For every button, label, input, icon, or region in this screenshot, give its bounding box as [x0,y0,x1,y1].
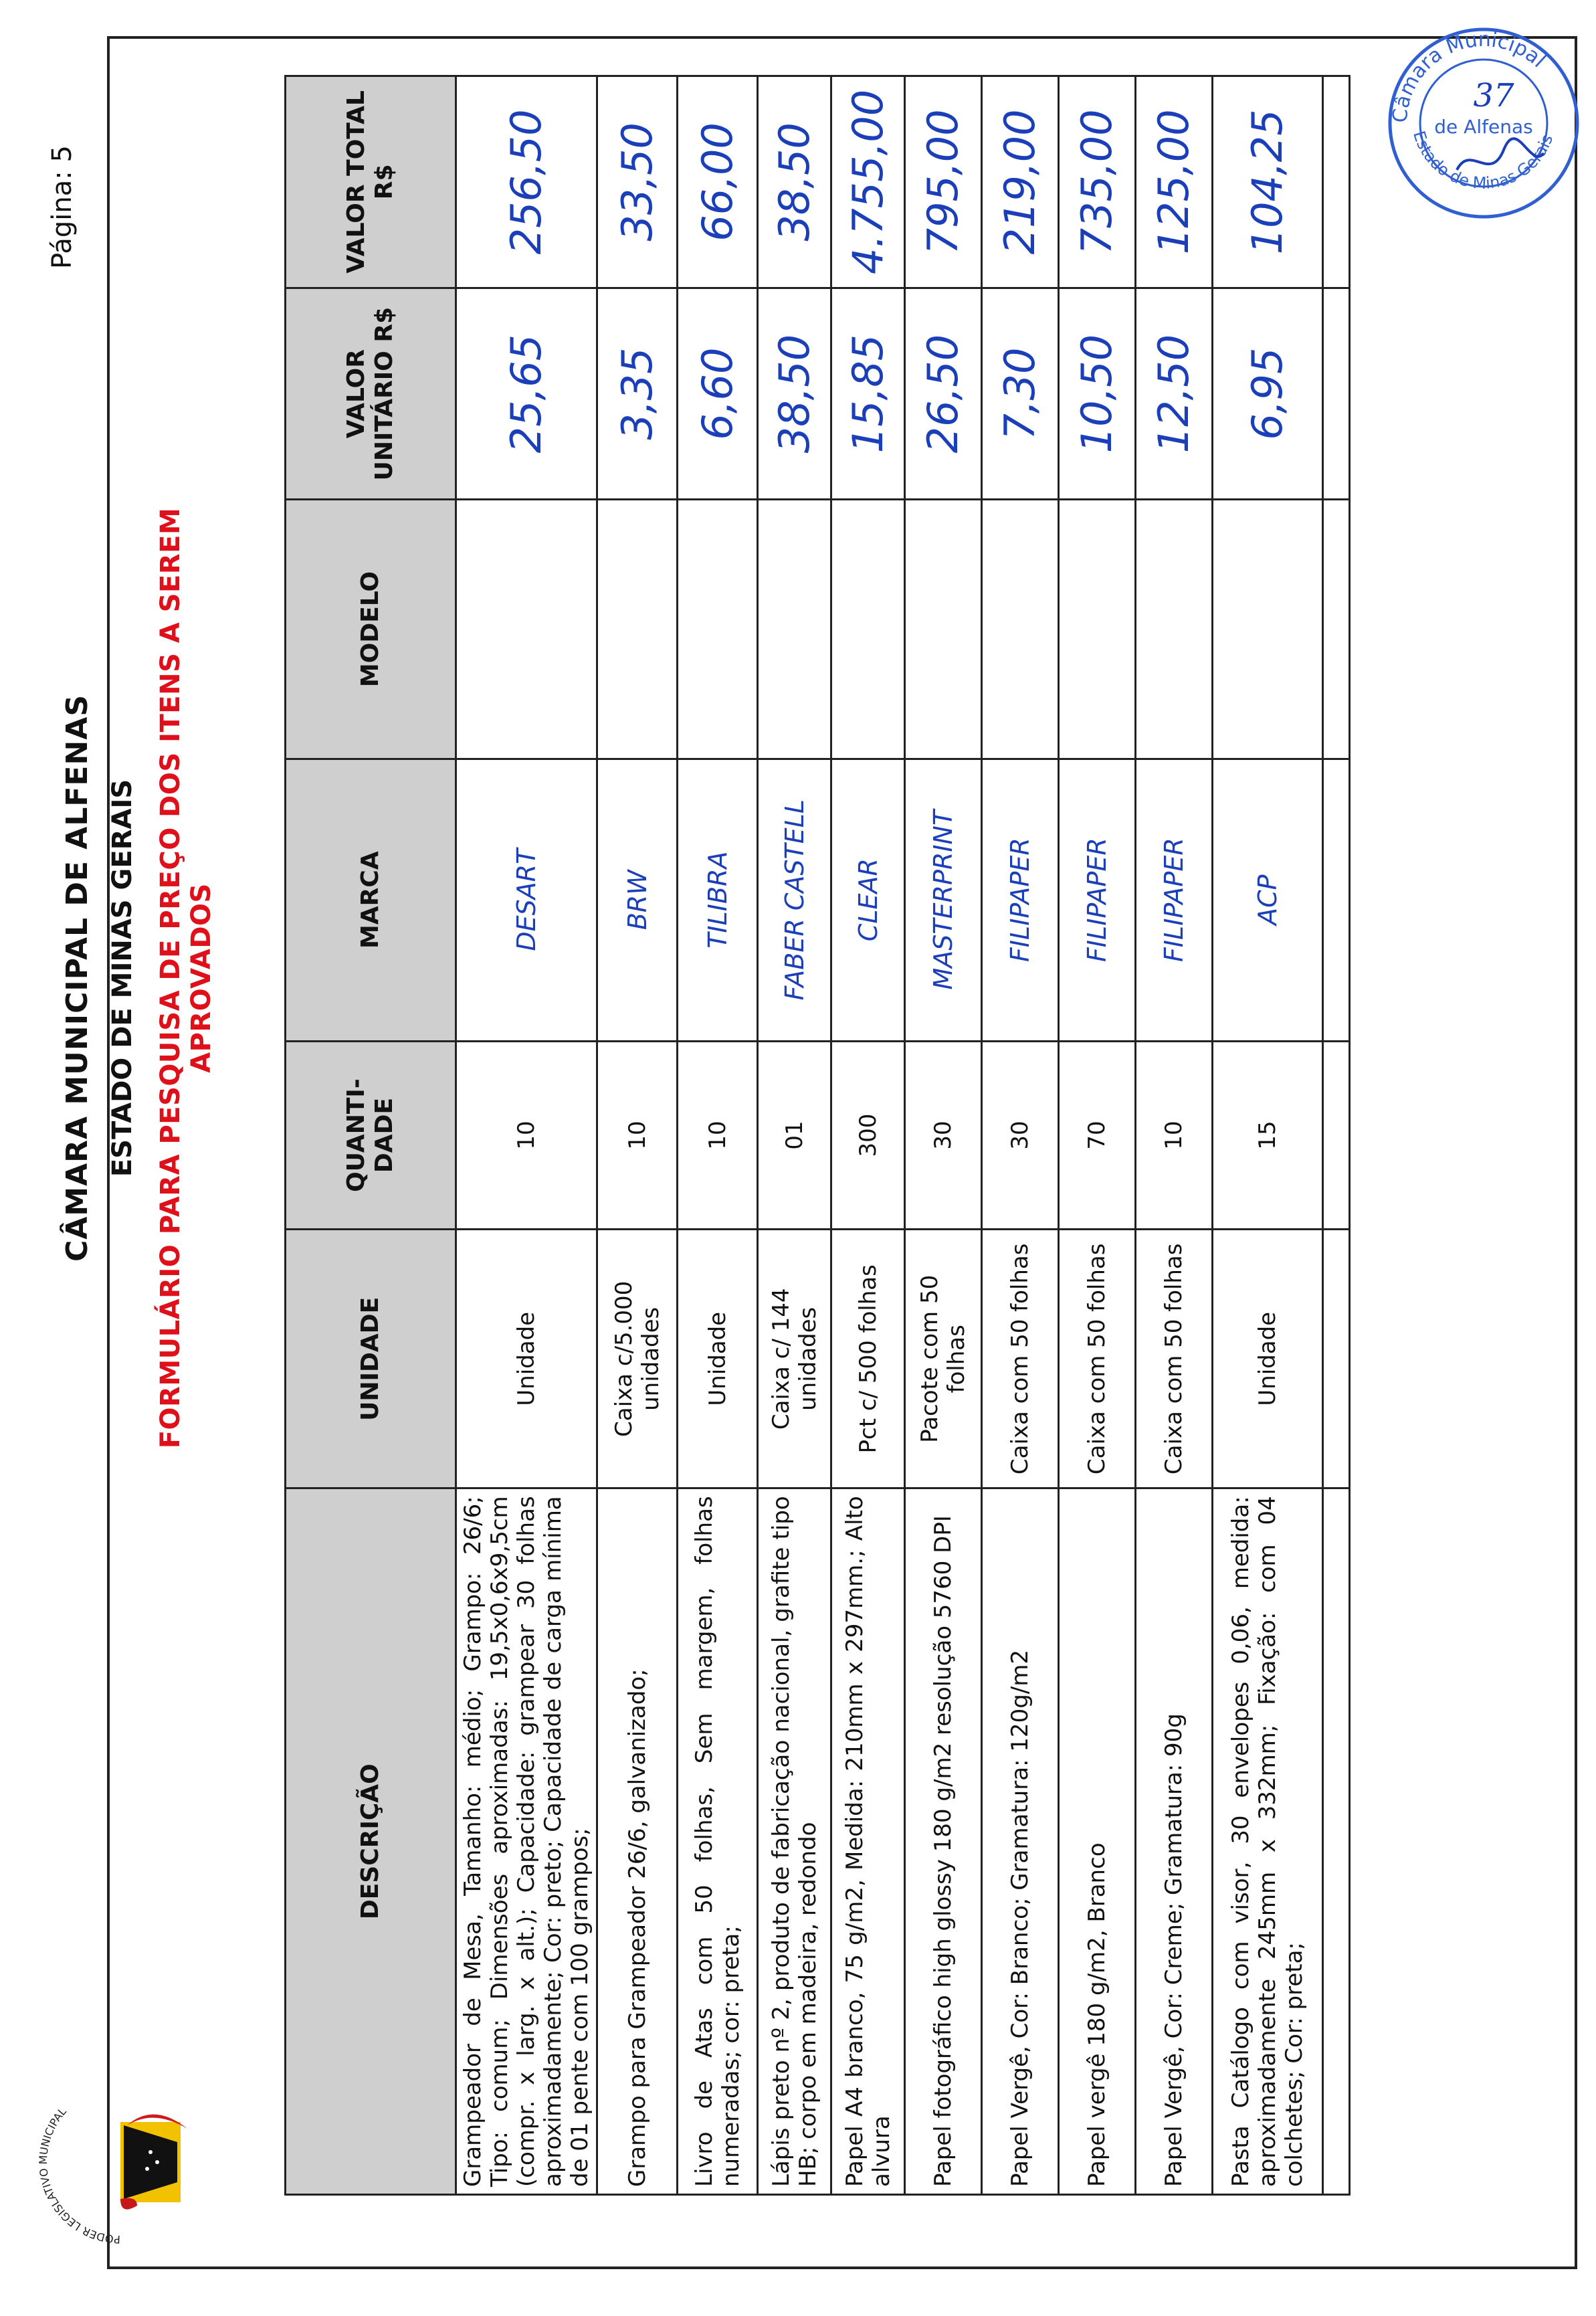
cell-marca: ACP [1213,759,1323,1041]
cell-valor-total: 735,00 [1059,76,1136,288]
cell-valor-total: 66,00 [678,76,758,288]
price-table [284,75,1351,2196]
cell-descricao [1323,1488,1350,2195]
cell-marca: BRW [597,759,678,1041]
cell-modelo [905,500,982,759]
header-quantidade: QUANTI-DADE [286,1041,456,1230]
cell-modelo [758,500,831,759]
cell-valor-unitario: 3,35 [597,288,678,500]
table-row [456,76,597,2195]
header-valor-total: VALOR TOTAL R$ [286,76,456,288]
cell-unidade: Pct c/ 500 folhas [831,1230,905,1488]
cell-modelo [456,500,597,759]
table-row [905,76,982,2195]
cell-valor-total [1323,76,1350,288]
cell-quantidade: 300 [831,1041,905,1230]
table-row [758,76,831,2195]
institution-name: CÂMARA MUNICIPAL DE ALFENAS [60,694,94,1262]
cell-descricao: Grampeador de Mesa, Tamanho: médio; Grampo: 26/6; Tipo: comum; Dimensões aproximadas: 19,5x0,6x9,5cm (compr. x larg. x alt.); Capacidade: grampear 30 folhas aproximadamente; Cor: preto; Capacidade de carga mínima de 01 pente com 100 grampos; [456,1488,597,2195]
cell-unidade: Unidade [678,1230,758,1488]
cell-valor-unitario: 10,50 [1059,288,1136,500]
cell-marca: FILIPAPER [982,759,1059,1041]
cell-quantidade: 01 [758,1041,831,1230]
page-number: Página: 5 [47,145,78,269]
cell-valor-unitario: 38,50 [758,288,831,500]
table-row [1213,76,1323,2195]
cell-quantidade: 10 [456,1041,597,1230]
state-name: ESTADO DE MINAS GERAIS [107,779,138,1177]
cell-descricao: Lápis preto nº 2, produto de fabricação nacional, grafite tipo HB; corpo em madeira, redondo [758,1488,831,2195]
cell-valor-unitario: 12,50 [1136,288,1213,500]
cell-quantidade: 10 [597,1041,678,1230]
cell-marca: FILIPAPER [1059,759,1136,1041]
cell-marca: FABER CASTELL [758,759,831,1041]
stamp-number: 37 [1473,77,1514,114]
cell-unidade: Unidade [456,1230,597,1488]
cell-unidade: Caixa c/ 144 unidades [758,1230,831,1488]
cell-unidade: Caixa com 50 folhas [1136,1230,1213,1488]
header-descricao: DESCRIÇÃO [286,1488,456,2195]
header-modelo: MODELO [286,500,456,759]
cell-marca: CLEAR [831,759,905,1041]
cell-quantidade: 30 [982,1041,1059,1230]
table-row [1323,76,1350,2195]
cell-quantidade [1323,1041,1350,1230]
chamber-logo [20,2062,221,2262]
cell-valor-total: 33,50 [597,76,678,288]
cell-valor-unitario: 15,85 [831,288,905,500]
table-row [1059,76,1136,2195]
cell-valor-unitario: 7,30 [982,288,1059,500]
stamp-text-top: Câmara Municipal [1388,27,1551,124]
header-marca: MARCA [286,759,456,1041]
cell-unidade: Caixa com 50 folhas [982,1230,1059,1488]
cell-descricao: Papel vergê 180 g/m2, Branco [1059,1488,1136,2195]
cell-valor-unitario: 26,50 [905,288,982,500]
table-row [597,76,678,2195]
cell-modelo [1213,500,1323,759]
header-unidade: UNIDADE [286,1230,456,1488]
cell-quantidade: 15 [1213,1041,1323,1230]
cell-quantidade: 70 [1059,1041,1136,1230]
cell-modelo [678,500,758,759]
cell-descricao: Papel fotográfico high glossy 180 g/m2 resolução 5760 DPI [905,1488,982,2195]
cell-modelo [597,500,678,759]
cell-marca [1323,759,1350,1041]
stamp-text-bottom: Estado de Minas Gerais [1409,128,1557,193]
official-stamp [1377,16,1591,230]
cell-valor-unitario [1323,288,1350,500]
cell-valor-total: 795,00 [905,76,982,288]
cell-valor-unitario: 6,60 [678,288,758,500]
cell-unidade: Caixa c/5.000 unidades [597,1230,678,1488]
cell-marca: TILIBRA [678,759,758,1041]
cell-modelo [1059,500,1136,759]
table-row [831,76,905,2195]
cell-valor-unitario: 6,95 [1213,288,1323,500]
table-header-row [286,76,456,2195]
stamp-text-mid: de Alfenas [1434,116,1533,138]
cell-unidade [1323,1230,1350,1488]
cell-descricao: Papel Vergê, Cor: Creme; Gramatura: 90g [1136,1488,1213,2195]
cell-descricao: Livro de Atas com 50 folhas, Sem margem, folhas numeradas; cor: preta; [678,1488,758,2195]
cell-valor-total: 125,00 [1136,76,1213,288]
cell-valor-total: 219,00 [982,76,1059,288]
cell-descricao: Papel A4 branco, 75 g/m2, Medida: 210mm x 297mm.; Alto alvura [831,1488,905,2195]
cell-unidade: Pacote com 50 folhas [905,1230,982,1488]
cell-marca: DESART [456,759,597,1041]
cell-valor-total: 38,50 [758,76,831,288]
cell-quantidade: 30 [905,1041,982,1230]
cell-marca: FILIPAPER [1136,759,1213,1041]
cell-unidade: Caixa com 50 folhas [1059,1230,1136,1488]
cell-valor-total: 4.755,00 [831,76,905,288]
cell-modelo [982,500,1059,759]
logo-text: PODER LEGISLATIVO MUNICIPAL [36,2105,121,2246]
header-valor-unitario: VALOR UNITÁRIO R$ [286,288,456,500]
cell-marca: MASTERPRINT [905,759,982,1041]
table-row [678,76,758,2195]
cell-valor-unitario: 25,65 [456,288,597,500]
table-row [982,76,1059,2195]
form-title: FORMULÁRIO PARA PESQUISA DE PREÇO DOS ITENS A SEREM APROVADOS [155,507,217,1449]
cell-descricao: Pasta Catálogo com visor, 30 envelopes 0,06, medida: aproximadamente 245mm x 332mm; Fixação: com 04 colchetes; Cor: preta; [1213,1488,1323,2195]
cell-modelo [1136,500,1213,759]
cell-modelo [831,500,905,759]
cell-modelo [1323,500,1350,759]
cell-unidade: Unidade [1213,1230,1323,1488]
cell-quantidade: 10 [1136,1041,1213,1230]
cell-valor-total: 256,50 [456,76,597,288]
cell-descricao: Grampo para Grampeador 26/6, galvanizado; [597,1488,678,2195]
cell-descricao: Papel Vergê, Cor: Branco; Gramatura: 120g/m2 [982,1488,1059,2195]
cell-quantidade: 10 [678,1041,758,1230]
table-row [1136,76,1213,2195]
cell-valor-total: 104,25 [1213,76,1323,288]
